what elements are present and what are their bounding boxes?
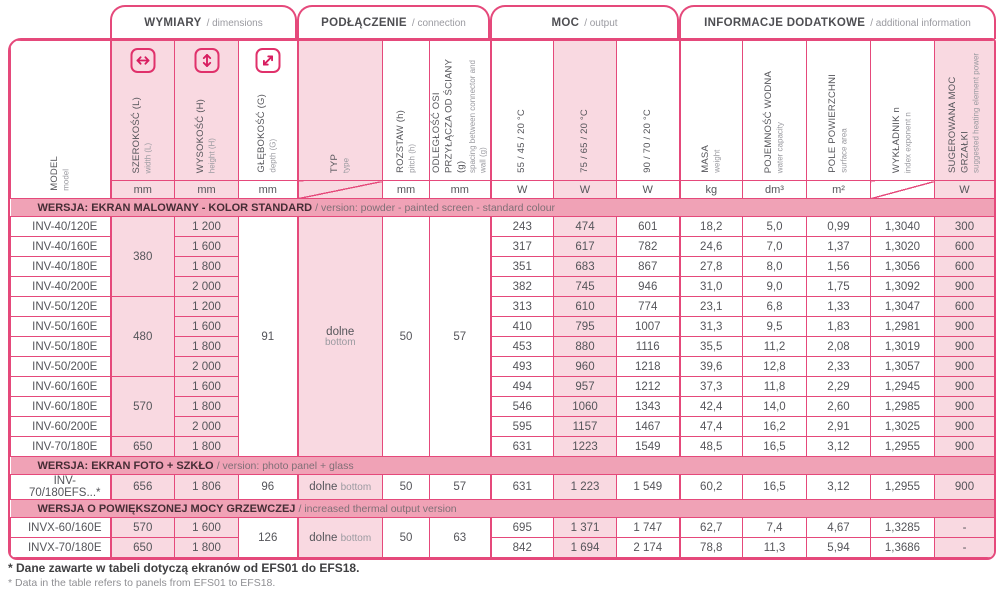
cell-capacity: 16,5: [743, 475, 807, 500]
cell-p55: 842: [491, 538, 554, 558]
unit-mass: kg: [680, 181, 743, 199]
column-label-pl: 55 / 45 / 20 °C: [516, 109, 528, 173]
column-label-pl: SZEROKOŚĆ (L): [131, 96, 143, 173]
cell-width: 570: [111, 377, 175, 437]
column-label-pl: MASA: [699, 145, 711, 173]
cell-area: 2,29: [807, 377, 871, 397]
cell-height: 2 000: [175, 417, 239, 437]
column-header-heater: [935, 41, 995, 181]
cell-capacity: 7,0: [743, 237, 807, 257]
cell-heater: 600: [935, 257, 995, 277]
cell-p75: 795: [554, 317, 617, 337]
unit-p90: W: [617, 181, 680, 199]
cell-capacity: 11,8: [743, 377, 807, 397]
cell-p55: 546: [491, 397, 554, 417]
cell-type: dolne bottom: [298, 475, 383, 500]
cell-mass: 42,4: [680, 397, 743, 417]
cell-capacity: 12,8: [743, 357, 807, 377]
column-label-pl: GŁĘBOKOŚĆ (G): [256, 94, 268, 173]
unit-heater: W: [935, 181, 995, 199]
cell-exponent: 1,2955: [871, 475, 935, 500]
cell-model: INV-40/120E: [11, 217, 111, 237]
cell-p55: 313: [491, 297, 554, 317]
column-header-p55: [491, 41, 554, 181]
cell-area: 1,33: [807, 297, 871, 317]
cell-model: INV-50/180E: [11, 337, 111, 357]
cell-exponent: 1,3056: [871, 257, 935, 277]
column-label-pl: POLE POWIERZCHNI: [827, 74, 839, 173]
cell-p75: 1 223: [554, 475, 617, 500]
cell-p55: 631: [491, 437, 554, 457]
cell-heater: 900: [935, 337, 995, 357]
unit-wall: mm: [430, 181, 491, 199]
cell-p75: 960: [554, 357, 617, 377]
cell-p75: 1223: [554, 437, 617, 457]
cell-exponent: 1,3686: [871, 538, 935, 558]
footnote-en: * Data in the table refers to panels from EFS01 to EFS18.: [8, 577, 276, 589]
group-header-output: [490, 5, 679, 39]
cell-area: 1,37: [807, 237, 871, 257]
cell-model: INVX-60/160E: [11, 518, 111, 538]
section-band-row: [11, 500, 995, 518]
cell-p90: 1549: [617, 437, 680, 457]
cell-mass: 31,0: [680, 277, 743, 297]
cell-height: 1 600: [175, 377, 239, 397]
cell-height: 1 600: [175, 317, 239, 337]
column-label-pl: MODEL: [48, 156, 60, 191]
cell-capacity: 8,0: [743, 257, 807, 277]
table-row: [11, 538, 995, 558]
column-label-en: pitch (h): [406, 144, 416, 173]
cell-mass: 48,5: [680, 437, 743, 457]
cell-capacity: 9,0: [743, 277, 807, 297]
group-label-pl: INFORMACJE DODATKOWE: [704, 17, 866, 29]
cell-model: INV-50/200E: [11, 357, 111, 377]
cell-p55: 631: [491, 475, 554, 500]
table-row: [11, 475, 995, 500]
footnote-pl: * Dane zawarte w tabeli dotyczą ekranów od EFS01 do EFS18.: [8, 561, 360, 575]
cell-p55: 453: [491, 337, 554, 357]
cell-p75: 610: [554, 297, 617, 317]
cell-area: 3,12: [807, 437, 871, 457]
unit-p55: W: [491, 181, 554, 199]
cell-area: 1,56: [807, 257, 871, 277]
cell-p90: 1116: [617, 337, 680, 357]
cell-height: 1 800: [175, 337, 239, 357]
column-label-pl: ODLEGŁOŚĆ OSI PRZYŁĄCZA OD ŚCIANY (g): [430, 59, 467, 173]
table-row: [11, 518, 995, 538]
cell-p75: 1 694: [554, 538, 617, 558]
cell-depth: 126: [239, 518, 298, 558]
cell-mass: 62,7: [680, 518, 743, 538]
cell-mass: 60,2: [680, 475, 743, 500]
units-row: [11, 181, 995, 199]
cell-p55: 243: [491, 217, 554, 237]
column-label-pl: WYKŁADNIK n: [891, 106, 903, 173]
cell-model: INVX-70/180E: [11, 538, 111, 558]
column-label-en: spacing between connector and wall (g): [467, 60, 488, 173]
cell-area: 2,33: [807, 357, 871, 377]
unit-pitch: mm: [383, 181, 430, 199]
cell-p75: 617: [554, 237, 617, 257]
cell-heater: 900: [935, 397, 995, 417]
cell-p90: 601: [617, 217, 680, 237]
cell-p75: 745: [554, 277, 617, 297]
group-label-en: / dimensions: [206, 17, 263, 29]
cell-pitch: 50: [383, 475, 430, 500]
cell-area: 5,94: [807, 538, 871, 558]
column-label-en: height (H): [207, 137, 217, 173]
table-header-row: [11, 41, 995, 181]
column-label-pl: WYSOKOŚĆ (H): [195, 98, 207, 173]
cell-width: 380: [111, 217, 175, 297]
cell-p75: 1157: [554, 417, 617, 437]
cell-p90: 1 549: [617, 475, 680, 500]
cell-height: 1 800: [175, 397, 239, 417]
section-title: WERSJA: EKRAN FOTO + SZKŁO / version: photo panel + glass: [11, 457, 995, 475]
cell-height: 1 200: [175, 297, 239, 317]
cell-width: 650: [111, 538, 175, 558]
cell-p75: 957: [554, 377, 617, 397]
cell-p90: 867: [617, 257, 680, 277]
cell-heater: 900: [935, 475, 995, 500]
column-label-en: model: [61, 169, 71, 191]
depth-icon: [255, 48, 280, 73]
cell-heater: 300: [935, 217, 995, 237]
cell-p55: 494: [491, 377, 554, 397]
cell-p55: 351: [491, 257, 554, 277]
cell-area: 0,99: [807, 217, 871, 237]
cell-model: INV-70/180E: [11, 437, 111, 457]
cell-exponent: 1,2985: [871, 397, 935, 417]
cell-width: 650: [111, 437, 175, 457]
cell-area: 2,91: [807, 417, 871, 437]
cell-heater: -: [935, 518, 995, 538]
cell-p75: 880: [554, 337, 617, 357]
cell-area: 3,12: [807, 475, 871, 500]
cell-model: INV-40/180E: [11, 257, 111, 277]
cell-exponent: 1,3040: [871, 217, 935, 237]
cell-p90: 1007: [617, 317, 680, 337]
cell-heater: 600: [935, 297, 995, 317]
group-label-pl: PODŁĄCZENIE: [321, 17, 407, 29]
cell-model: INV-50/120E: [11, 297, 111, 317]
group-header-additional-info: [679, 5, 996, 39]
column-header-width: [111, 41, 175, 181]
column-label-pl: ROZSTAW (h): [394, 110, 406, 173]
cell-capacity: 11,2: [743, 337, 807, 357]
cell-area: 2,08: [807, 337, 871, 357]
cell-height: 1 600: [175, 237, 239, 257]
cell-heater: 900: [935, 377, 995, 397]
cell-model: INV-40/200E: [11, 277, 111, 297]
cell-pitch: 50: [383, 518, 430, 558]
cell-pitch: 50: [383, 217, 430, 457]
cell-capacity: 14,0: [743, 397, 807, 417]
cell-p75: 474: [554, 217, 617, 237]
column-header-mass: [680, 41, 743, 181]
column-header-capacity: [743, 41, 807, 181]
group-label-pl: MOC: [551, 17, 580, 29]
cell-capacity: 11,3: [743, 538, 807, 558]
cell-p55: 410: [491, 317, 554, 337]
table-row: [11, 217, 995, 237]
cell-mass: 35,5: [680, 337, 743, 357]
cell-model: INV-60/200E: [11, 417, 111, 437]
cell-p75: 683: [554, 257, 617, 277]
table-row: [11, 437, 995, 457]
cell-p90: 946: [617, 277, 680, 297]
column-header-type: [298, 41, 383, 181]
table-row: [11, 377, 995, 397]
cell-model: INV-60/180E: [11, 397, 111, 417]
cell-mass: 31,3: [680, 317, 743, 337]
column-label-pl: POJEMNOŚĆ WODNA: [763, 70, 775, 173]
cell-p75: 1060: [554, 397, 617, 417]
cell-height: 1 800: [175, 257, 239, 277]
cell-model: INV-70/180EFS...*: [11, 475, 111, 500]
column-header-area: [807, 41, 871, 181]
cell-mass: 23,1: [680, 297, 743, 317]
cell-mass: 47,4: [680, 417, 743, 437]
cell-p90: 782: [617, 237, 680, 257]
cell-wall: 57: [430, 475, 491, 500]
cell-height: 2 000: [175, 277, 239, 297]
column-label-pl: SUGEROWANA MOC GRZAŁKI: [946, 76, 971, 173]
cell-depth: 91: [239, 217, 298, 457]
cell-exponent: 1,2981: [871, 317, 935, 337]
column-label-pl: TYP: [328, 153, 340, 173]
cell-wall: 63: [430, 518, 491, 558]
cell-height: 1 806: [175, 475, 239, 500]
column-label-en: index exponent n: [903, 112, 913, 173]
cell-height: 1 200: [175, 217, 239, 237]
table-row: [11, 297, 995, 317]
cell-mass: 78,8: [680, 538, 743, 558]
spec-table-grid: [10, 40, 995, 558]
cell-p90: 1 747: [617, 518, 680, 538]
cell-p55: 595: [491, 417, 554, 437]
cell-depth: 96: [239, 475, 298, 500]
cell-exponent: 1,3047: [871, 297, 935, 317]
section-band-row: [11, 199, 995, 217]
cell-exponent: 1,2955: [871, 437, 935, 457]
column-label-en: weight: [712, 149, 722, 173]
cell-heater: -: [935, 538, 995, 558]
cell-mass: 24,6: [680, 237, 743, 257]
cell-p55: 317: [491, 237, 554, 257]
cell-mass: 39,6: [680, 357, 743, 377]
cell-model: INV-50/160E: [11, 317, 111, 337]
column-header-pitch: [383, 41, 430, 181]
cell-p55: 493: [491, 357, 554, 377]
cell-type: dolne bottom: [298, 217, 383, 457]
section-title: WERSJA: EKRAN MALOWANY - KOLOR STANDARD / version: powder - painted screen - standard colour: [11, 199, 995, 217]
cell-height: 1 800: [175, 538, 239, 558]
cell-heater: 900: [935, 357, 995, 377]
cell-area: 2,60: [807, 397, 871, 417]
unit-capacity: dm³: [743, 181, 807, 199]
unit-width: mm: [111, 181, 175, 199]
cell-p90: 2 174: [617, 538, 680, 558]
cell-exponent: 1,3285: [871, 518, 935, 538]
cell-height: 2 000: [175, 357, 239, 377]
group-header-dimensions: [110, 5, 297, 39]
column-header-p90: [617, 41, 680, 181]
cell-type: dolne bottom: [298, 518, 383, 558]
column-header-wall: [430, 41, 491, 181]
cell-exponent: 1,3025: [871, 417, 935, 437]
cell-area: 1,75: [807, 277, 871, 297]
cell-exponent: 1,3092: [871, 277, 935, 297]
column-header-model: [11, 41, 111, 199]
cell-exponent: 1,3019: [871, 337, 935, 357]
cell-width: 570: [111, 518, 175, 538]
column-label-en: type: [341, 157, 351, 173]
cell-capacity: 16,5: [743, 437, 807, 457]
cell-capacity: 16,2: [743, 417, 807, 437]
column-header-exponent: [871, 41, 935, 181]
cell-heater: 900: [935, 317, 995, 337]
group-label-en: / output: [584, 17, 618, 29]
cell-p55: 382: [491, 277, 554, 297]
cell-area: 4,67: [807, 518, 871, 538]
cell-area: 1,83: [807, 317, 871, 337]
spec-table: [8, 38, 996, 560]
cell-mass: 37,3: [680, 377, 743, 397]
unit-height: mm: [175, 181, 239, 199]
cell-p90: 1212: [617, 377, 680, 397]
cell-exponent: 1,3057: [871, 357, 935, 377]
cell-model: INV-60/160E: [11, 377, 111, 397]
cell-heater: 900: [935, 277, 995, 297]
unit-p75: W: [554, 181, 617, 199]
column-label-pl: 90 / 70 / 20 °C: [641, 109, 653, 173]
footnote: [8, 561, 359, 590]
unit-type: [298, 181, 383, 199]
cell-height: 1 800: [175, 437, 239, 457]
column-label-en: suggested heating element power: [971, 52, 981, 173]
column-label-en: water capacity: [775, 121, 785, 173]
width-icon: [130, 48, 155, 73]
cell-mass: 27,8: [680, 257, 743, 277]
cell-capacity: 6,8: [743, 297, 807, 317]
column-label-en: depth (G): [268, 139, 278, 173]
section-band-row: [11, 457, 995, 475]
cell-width: 656: [111, 475, 175, 500]
group-header-connection: [297, 5, 490, 39]
column-header-p75: [554, 41, 617, 181]
column-label-en: surface area: [839, 128, 849, 173]
column-label-en: width (L): [143, 142, 153, 173]
group-label-pl: WYMIARY: [144, 17, 202, 29]
unit-area: m²: [807, 181, 871, 199]
cell-p90: 1343: [617, 397, 680, 417]
cell-capacity: 9,5: [743, 317, 807, 337]
column-header-depth: [239, 41, 298, 181]
cell-p55: 695: [491, 518, 554, 538]
cell-height: 1 600: [175, 518, 239, 538]
cell-wall: 57: [430, 217, 491, 457]
group-label-en: / connection: [411, 17, 466, 29]
cell-mass: 18,2: [680, 217, 743, 237]
cell-width: 480: [111, 297, 175, 377]
cell-exponent: 1,2945: [871, 377, 935, 397]
cell-capacity: 7,4: [743, 518, 807, 538]
cell-heater: 900: [935, 417, 995, 437]
cell-p75: 1 371: [554, 518, 617, 538]
column-header-height: [175, 41, 239, 181]
cell-heater: 900: [935, 437, 995, 457]
cell-capacity: 5,0: [743, 217, 807, 237]
cell-p90: 1218: [617, 357, 680, 377]
group-label-en: / additional information: [870, 17, 971, 29]
unit-exponent: [871, 181, 935, 199]
column-label-pl: 75 / 65 / 20 °C: [578, 109, 590, 173]
height-icon: [194, 48, 219, 73]
cell-p90: 1467: [617, 417, 680, 437]
cell-exponent: 1,3020: [871, 237, 935, 257]
cell-model: INV-40/160E: [11, 237, 111, 257]
cell-p90: 774: [617, 297, 680, 317]
cell-heater: 600: [935, 237, 995, 257]
unit-depth: mm: [239, 181, 298, 199]
section-title: WERSJA O POWIĘKSZONEJ MOCY GRZEWCZEJ / increased thermal output version: [11, 500, 995, 518]
